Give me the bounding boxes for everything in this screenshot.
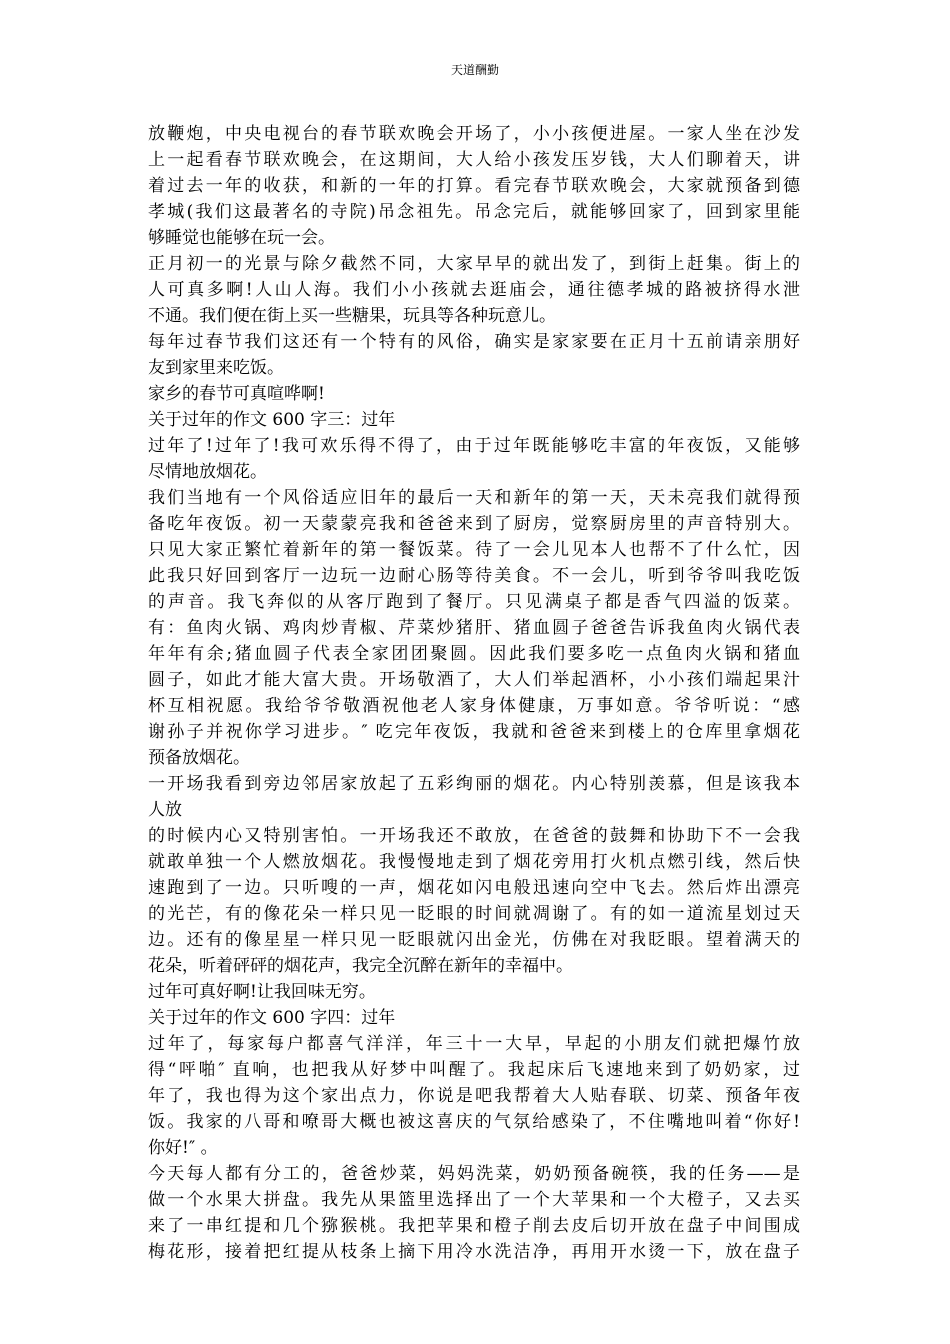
text-line: 放鞭炮，中央电视台的春节联欢晚会开场了，小小孩便进屋。一家人坐在沙发 xyxy=(148,124,800,144)
text-line: 的时候内心又特别害怕。一开场我还不敢放，在爸爸的鼓舞和协助下不一会我 xyxy=(148,826,800,846)
text-line: 圆子，如此才能大富大贵。开场敬酒了，大人们举起酒杯，小小孩们端起果汁 xyxy=(148,670,800,690)
text-line: 梅花形，接着把红提从枝条上摘下用冷水洗洁净，再用开水烫一下，放在盘子 xyxy=(148,1242,800,1262)
page-header: 天道酬勤 xyxy=(450,63,499,77)
text-line: 友到家里来吃饭。 xyxy=(148,358,284,378)
text-line: 年年有余;猪血圆子代表全家团团聚圆。因此我们要多吃一点鱼肉火锅和猪血 xyxy=(148,644,800,664)
text-line: 饭。我家的八哥和嘹哥大概也被这喜庆的气氛给感染了，不住嘴地叫着“你好! xyxy=(148,1112,800,1132)
text-line: 备吃年夜饭。初一天蒙蒙亮我和爸爸来到了厨房，觉察厨房里的声音特别大。 xyxy=(148,514,800,534)
text-line: 着过去一年的收获，和新的一年的打算。看完春节联欢晚会，大家就预备到德 xyxy=(148,176,800,196)
text-line: 人放 xyxy=(148,800,182,820)
text-line: 有：鱼肉火锅、鸡肉炒青椒、芹菜炒猪肝、猪血圆子爸爸告诉我鱼肉火锅代表 xyxy=(148,618,800,638)
text-line: 家乡的春节可真喧哗啊! xyxy=(148,384,325,404)
text-line: 做一个水果大拼盘。我先从果篮里选择出了一个大苹果和一个大橙子，又去买 xyxy=(148,1190,800,1210)
text-line: 我们当地有一个风俗适应旧年的最后一天和新年的第一天，天未亮我们就得预 xyxy=(148,488,800,508)
text-line: 年了，我也得为这个家出点力，你说是吧我帮着大人贴春联、切菜、预备年夜 xyxy=(148,1086,800,1106)
text-line: 够睡觉也能够在玩一会。 xyxy=(148,228,335,248)
text-line: 尽情地放烟花。 xyxy=(148,462,267,482)
text-line: 每年过春节我们这还有一个特有的风俗，确实是家家要在正月十五前请亲朋好 xyxy=(148,332,800,352)
text-line: 不通。我们便在街上买一些糖果，玩具等各种玩意儿。 xyxy=(148,306,556,326)
text-line: 正月初一的光景与除夕截然不同，大家早早的就出发了，到街上赶集。街上的 xyxy=(148,254,800,274)
text-line: 过年了!过年了!我可欢乐得不得了，由于过年既能够吃丰富的年夜饭，又能够 xyxy=(148,436,800,456)
text-line: 此我只好回到客厅一边玩一边耐心肠等待美食。不一会儿，听到爷爷叫我吃饭 xyxy=(148,566,800,586)
text-line: 人可真多啊!人山人海。我们小小孩就去逛庙会，通往德孝城的路被挤得水泄 xyxy=(148,280,800,300)
text-line: 关于过年的作文 600 字四：过年 xyxy=(148,1008,396,1028)
text-line: 你好!″ 。 xyxy=(148,1138,218,1158)
text-line: 预备放烟花。 xyxy=(148,748,250,768)
text-line: 得“呯啪″ 直响，也把我从好梦中叫醒了。我起床后飞速地来到了奶奶家，过 xyxy=(148,1060,800,1080)
text-line: 只见大家正繁忙着新年的第一餐饭菜。待了一会儿见本人也帮不了什么忙，因 xyxy=(148,540,800,560)
text-line: 一开场我看到旁边邻居家放起了五彩绚丽的烟花。内心特别羡慕，但是该我本 xyxy=(148,774,800,794)
text-line: 来了一串红提和几个猕猴桃。我把苹果和橙子削去皮后切开放在盘子中间围成 xyxy=(148,1216,800,1236)
text-line: 过年了，每家每户都喜气洋洋，年三十一大早，早起的小朋友们就把爆竹放 xyxy=(148,1034,800,1054)
text-line: 杯互相祝愿。我给爷爷敬酒祝他老人家身体健康，万事如意。爷爷听说：“感 xyxy=(148,696,800,716)
text-line: 的声音。我飞奔似的从客厅跑到了餐厅。只见满桌子都是香气四溢的饭菜。 xyxy=(148,592,800,612)
text-line: 边。还有的像星星一样只见一眨眼就闪出金光，仿佛在对我眨眼。望着满天的 xyxy=(148,930,800,950)
text-line: 上一起看春节联欢晚会，在这期间，大人给小孩发压岁钱，大人们聊着天，讲 xyxy=(148,150,800,170)
text-line: 今天每人都有分工的，爸爸炒菜，妈妈洗菜，奶奶预备碗筷，我的任务——是 xyxy=(148,1164,800,1184)
text-line: 关于过年的作文 600 字三：过年 xyxy=(148,410,396,430)
text-line: 谢孙子并祝你学习进步。″ 吃完年夜饭，我就和爸爸来到楼上的仓库里拿烟花 xyxy=(148,722,800,742)
text-line: 的光芒，有的像花朵一样只见一眨眼的时间就凋谢了。有的如一道流星划过天 xyxy=(148,904,800,924)
text-line: 就敢单独一个人燃放烟花。我慢慢地走到了烟花旁用打火机点燃引线，然后快 xyxy=(148,852,800,872)
text-line: 速跑到了一边。只听嗖的一声，烟花如闪电般迅速向空中飞去。然后炸出漂亮 xyxy=(148,878,800,898)
text-line: 过年可真好啊!让我回味无穷。 xyxy=(148,982,376,1002)
text-line: 花朵，听着砰砰的烟花声，我完全沉醉在新年的幸福中。 xyxy=(148,956,573,976)
document-body xyxy=(148,121,800,1265)
text-line: 孝城(我们这最著名的寺院)吊念祖先。吊念完后，就能够回家了，回到家里能 xyxy=(148,202,800,222)
